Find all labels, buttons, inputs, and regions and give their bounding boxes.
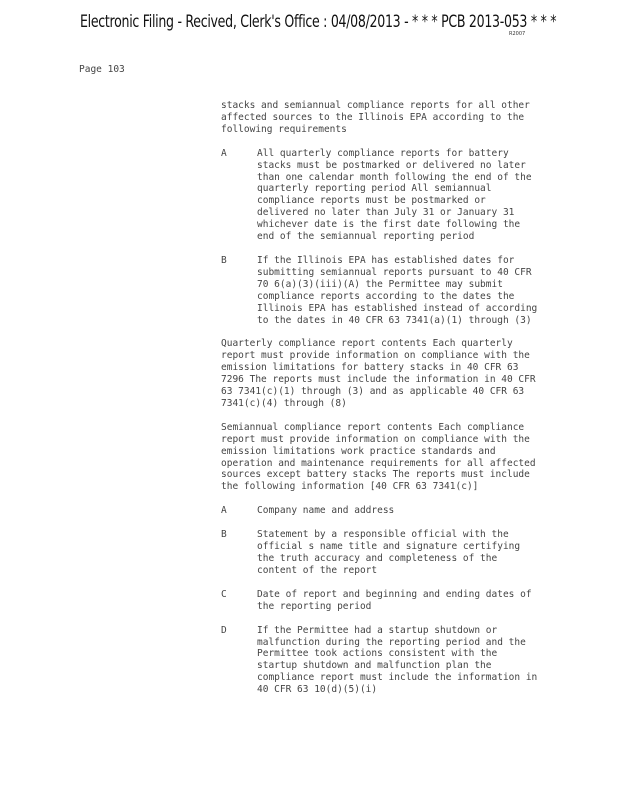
list-item: [221, 625, 541, 696]
list-item-text: All quarterly compliance reports for battery stacks must be postmarked or delivered no later than one calendar month following the end of the quarterly reporting period All semiannual compliance reports must be postmarked or delivered no later than July 31 or January 31 whichever date is the first date following the end of the semiannual reporting period: [257, 147, 532, 243]
list-item: [221, 529, 541, 577]
semiannual-report-paragraph: Semiannual compliance report contents Each compliance report must provide information on compliance with the emission limitations work practice standards and operation and maintenance requirements for all affected sources except battery stacks The reports must include the following information [40 CFR 63 7341(c)]: [221, 421, 536, 493]
list-item-text: Statement by a responsible official with the official s name title and signature certifying the truth accuracy and completeness of the content of the report: [257, 529, 521, 576]
intro-paragraph: stacks and semiannual compliance reports for all other affected sources to the Illinois EPA according to the following requirements: [221, 100, 530, 135]
list-item-label: A: [221, 505, 227, 517]
list-item-text: Company name and address: [257, 505, 395, 517]
document-body: [221, 100, 541, 708]
list-item-text: If the Permittee had a startup shutdown or malfunction during the reporting period and the Permittee took actions consistent with the startup shutdown and malfunction plan the compliance report must include the information in 40 CFR 63 10(d)(5)(i): [257, 624, 538, 696]
list-item: [221, 255, 541, 326]
list-item: [221, 148, 541, 243]
list-item-label: A: [221, 147, 227, 159]
list-item: [221, 589, 541, 613]
list-item: [221, 505, 541, 517]
filing-stamp-subscript: R2007: [509, 31, 526, 37]
list-item-label: D: [221, 624, 227, 636]
page-number: Page 103: [79, 64, 125, 75]
list-item-label: C: [221, 588, 227, 600]
quarterly-report-paragraph: Quarterly compliance report contents Each quarterly report must provide information on compliance with the emission limitations for battery stacks in 40 CFR 63 7296 The reports must include the information in 40 CFR 63 7341(c)(1) through (3) and as applicable 40 CFR 63 7341(c)(4) through (8): [221, 338, 536, 409]
list-item-text: Date of report and beginning and ending dates of the reporting period: [257, 588, 532, 612]
list-item-label: B: [221, 529, 227, 541]
list-item-text: If the Illinois EPA has established dates for submitting semiannual reports pursuant to 40 CFR 70 6(a)(3)(iii)(A) the Permittee may submit compliance reports according to the dates the Illinois EPA has established instead of according to the dates in 40 CFR 63 7341(a)(1) through (3): [257, 254, 538, 326]
filing-stamp: Electronic Filing - Recived, Clerk's Office : 04/08/2013 - * * * PCB 2013-053 * * *: [80, 12, 557, 32]
list-item-label: B: [221, 254, 227, 266]
